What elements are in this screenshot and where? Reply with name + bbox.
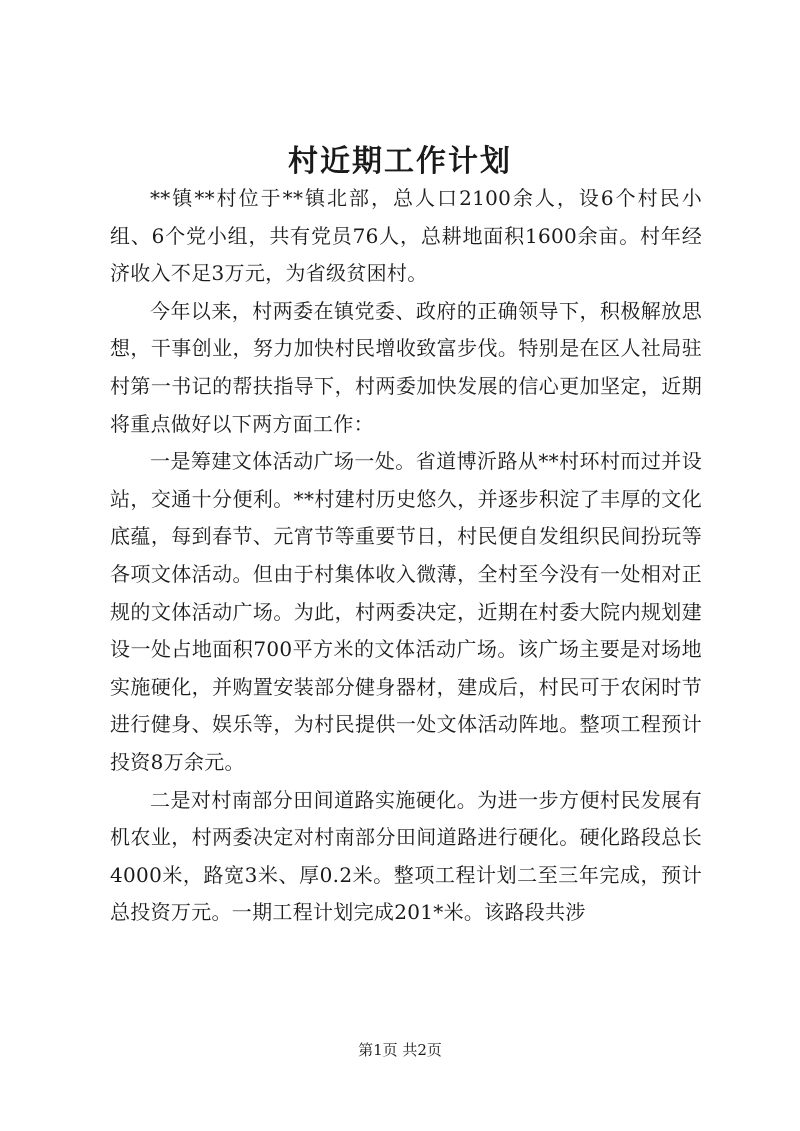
paragraph-plaza-plan: 一是筹建文体活动广场一处。省道博沂路从**村环村而过并设站，交通十分便利。**村建村历史悠久，并逐步积淀了丰厚的文化底蕴，每到春节、元宵节等重要节日，村民便自发组织民间扮玩等各项文体活动。但由于村集体收入微薄，全村至今没有一处相对正规的文体活动广场。为此，村两委决定，近期在村委大院内规划建设一处占地面积700平方米的文体活动广场。该广场主要是对场地实施硬化，并购置安装部分健身器材，建成后，村民可于农闲时节进行健身、娱乐等，为村民提供一处文体活动阵地。整项工程预计投资8万余元。 (110, 449, 702, 774)
paragraph-intro: **镇**村位于**镇北部，总人口2100余人，设6个村民小组、6个党小组，共有党员76人，总耕地面积1600余亩。村年经济收入不足3万元，为省级贫困村。 (110, 186, 702, 286)
paragraph-road-plan: 二是对村南部分田间道路实施硬化。为进一步方便村民发展有机农业，村两委决定对村南部分田间道路进行硬化。硬化路段总长4000米，路宽3米、厚0.2米。整项工程计划二至三年完成，预计总投资万元。一期工程计划完成201*米。该路段共涉 (110, 787, 702, 925)
paragraph-overview: 今年以来，村两委在镇党委、政府的正确领导下，积极解放思想，干事创业，努力加快村民增收致富步伐。特别是在区人社局驻村第一书记的帮扶指导下，村两委加快发展的信心更加坚定，近期将重点做好以下两方面工作： (110, 298, 702, 436)
document-body (110, 180, 702, 932)
document-title: 村近期工作计划 (288, 144, 512, 179)
page-footer: 第1页 共2页 (358, 1041, 442, 1059)
